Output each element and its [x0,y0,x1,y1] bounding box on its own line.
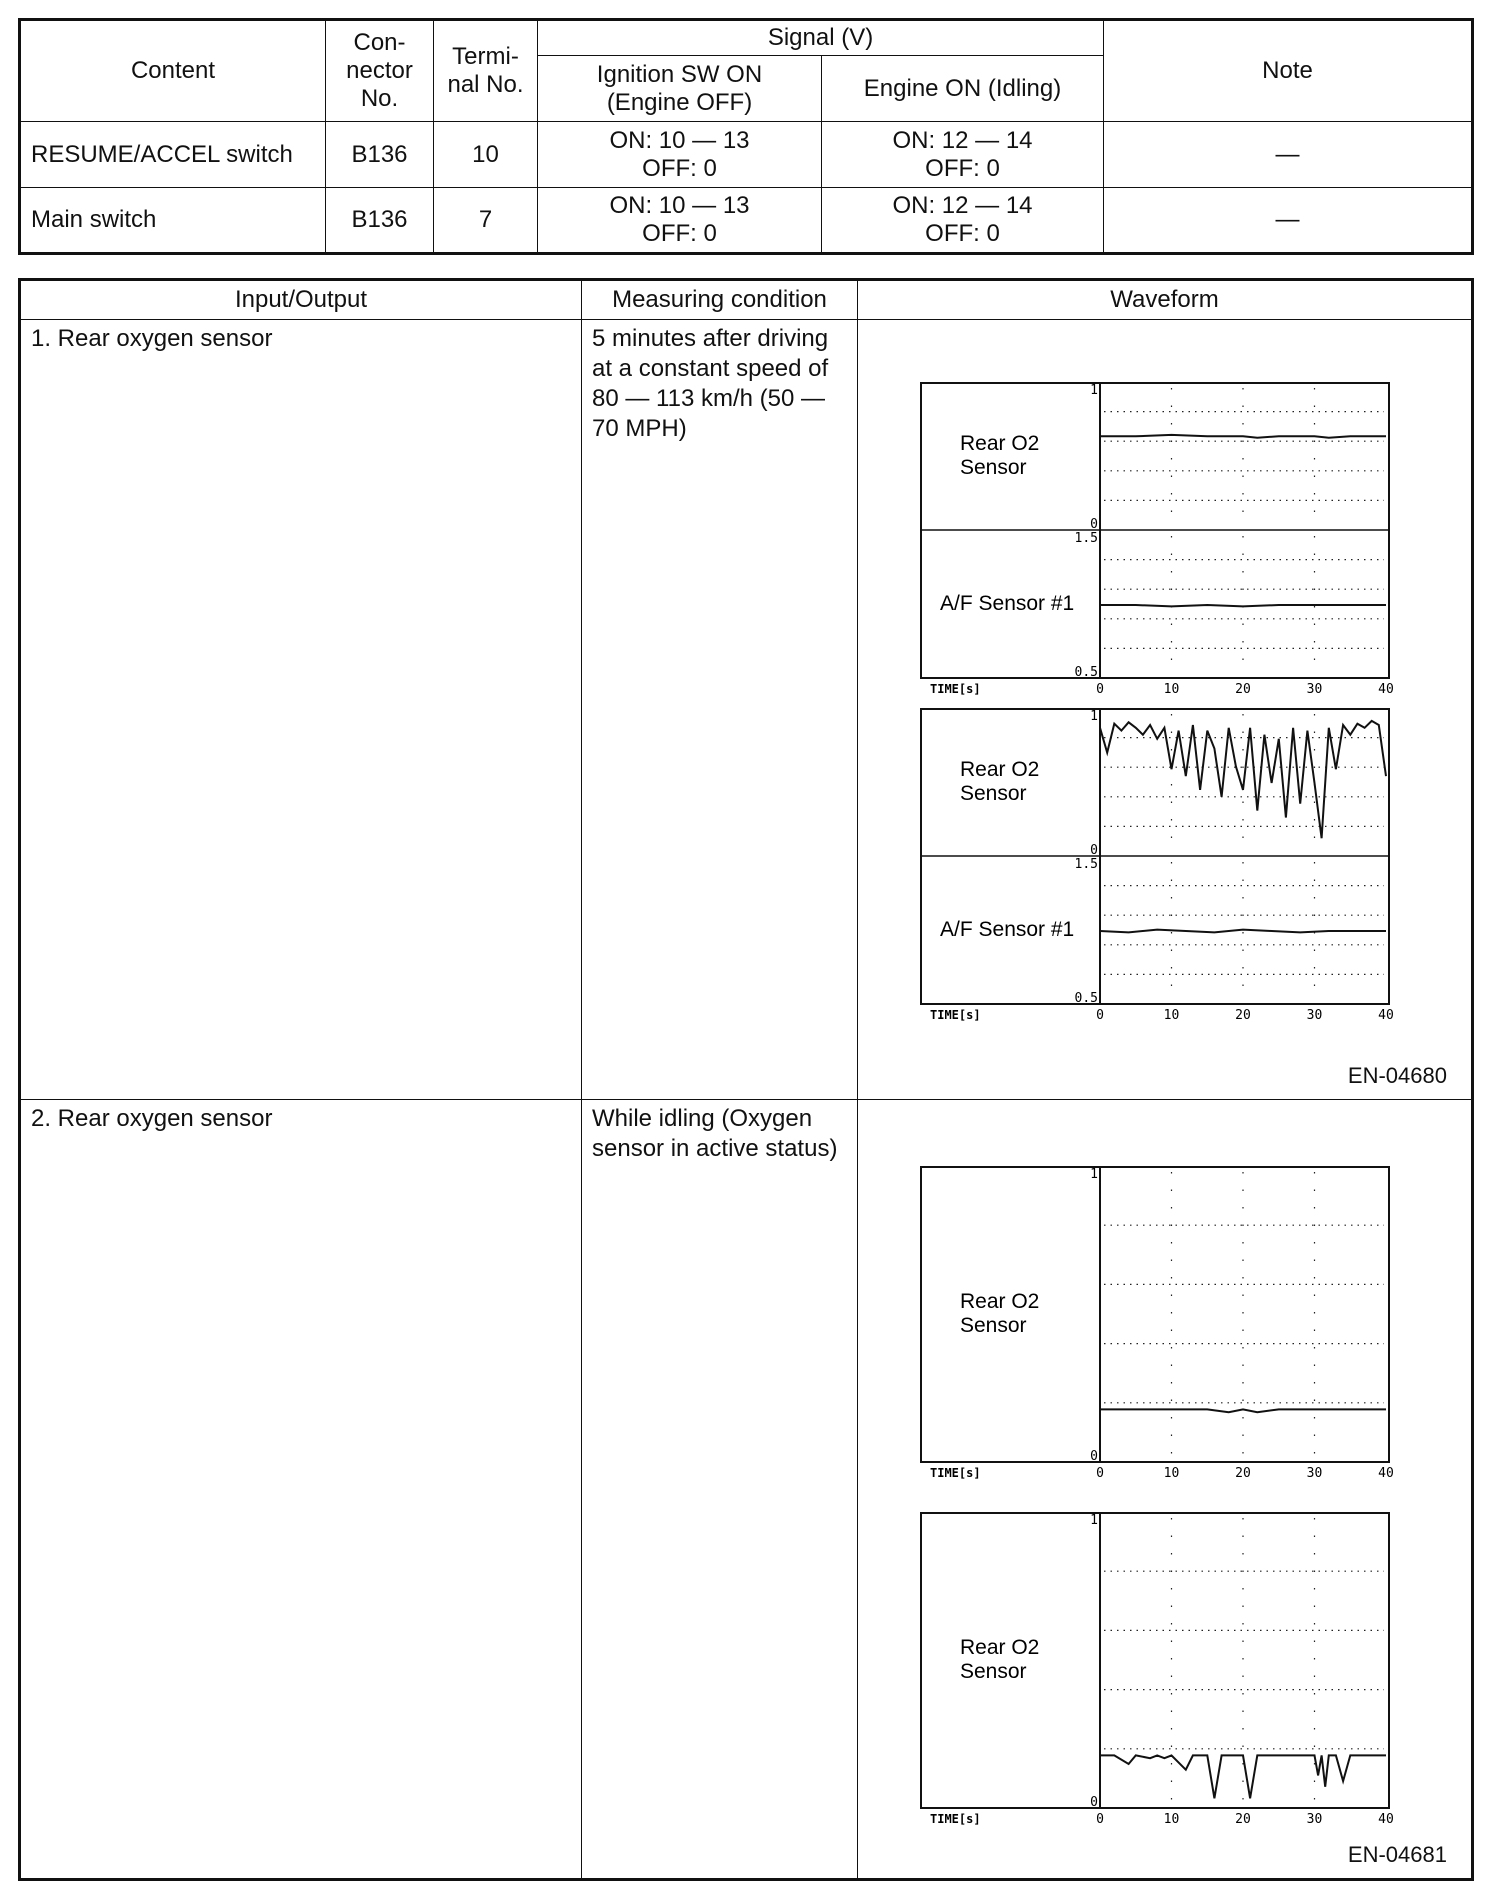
x-tick-label: 10 [1163,1466,1180,1481]
header-note: Note [1104,20,1473,122]
chart-idling-1 [920,1166,1394,1481]
header-ign-on: Ignition SW ON (Engine OFF) [538,56,822,122]
header-signal: Signal (V) [538,20,1104,56]
x-axis-label: TIME[s] [930,682,981,696]
x-tick-label: 20 [1235,1812,1251,1827]
cell-ign-on: ON: 10 — 13 OFF: 0 [538,188,822,254]
header-connector: Con- nector No. [326,20,434,122]
table-row [20,320,1473,1100]
x-tick-label: 40 [1378,1008,1394,1023]
x-tick-label: 20 [1235,1466,1251,1481]
header-waveform: Waveform [858,280,1473,320]
y-tick-label: 0 [1090,1795,1098,1810]
x-tick-label: 20 [1235,1008,1251,1023]
y-tick-label: 1 [1090,383,1098,398]
x-tick-label: 20 [1235,682,1251,697]
x-tick-label: 40 [1378,682,1394,697]
y-tick-label: 1 [1090,1167,1098,1182]
x-tick-label: 40 [1378,1466,1394,1481]
waveform-chart-svg [920,708,1394,1023]
panel-label: Rear O2 [960,758,1040,781]
chart-driving-1 [920,382,1394,697]
cell-waveform [858,320,1473,1100]
series-line [1100,721,1386,838]
cell-connector: B136 [326,122,434,188]
series-line [1100,605,1386,606]
panel-label: Rear O2 [960,1290,1040,1313]
chart-driving-2 [920,708,1394,1023]
y-tick-label: 0.5 [1074,665,1098,680]
header-condition: Measuring condition [582,280,858,320]
y-tick-label: 1.5 [1074,857,1098,872]
figure-id: EN-04681 [1347,1842,1447,1867]
panel-label: A/F Sensor #1 [940,592,1075,615]
y-tick-label: 1.5 [1074,531,1098,546]
cell-ign-on: ON: 10 — 13 OFF: 0 [538,122,822,188]
x-tick-label: 30 [1306,1008,1323,1023]
panel-label: Sensor [960,1314,1027,1337]
panel-label: Rear O2 [960,432,1040,455]
table-row [20,188,1473,254]
header-engine-on: Engine ON (Idling) [822,56,1104,122]
cell-condition: While idling (Oxygen sensor in active status) [582,1100,858,1880]
x-axis-label: TIME[s] [930,1008,981,1022]
waveform-chart-svg [920,1512,1394,1827]
cell-condition: 5 minutes after driving at a constant speed of 80 — 113 km/h (50 — 70 MPH) [582,320,858,1100]
signal-table [18,18,1474,255]
panel-label: Sensor [960,1660,1027,1683]
waveform-chart-svg [920,382,1394,697]
x-tick-label: 0 [1096,682,1104,697]
panel-label: Rear O2 [960,1636,1040,1659]
x-tick-label: 40 [1378,1812,1394,1827]
header-terminal: Termi- nal No. [434,20,538,122]
table-row [20,122,1473,188]
cell-content: RESUME/ACCEL switch [20,122,326,188]
series-line [1100,930,1386,933]
x-tick-label: 30 [1306,682,1323,697]
x-tick-label: 0 [1096,1008,1104,1023]
x-axis-label: TIME[s] [930,1466,981,1480]
x-tick-label: 0 [1096,1466,1104,1481]
cell-waveform [858,1100,1473,1880]
x-tick-label: 10 [1163,1812,1180,1827]
cell-terminal: 7 [434,188,538,254]
series-line [1100,435,1386,438]
table-row [20,1100,1473,1880]
figure-id: EN-04680 [1347,1063,1447,1088]
y-tick-label: 0 [1090,517,1098,532]
cell-connector: B136 [326,188,434,254]
panel-label: A/F Sensor #1 [940,918,1075,941]
waveform-table [18,278,1474,1881]
header-content: Content [20,20,326,122]
cell-terminal: 10 [434,122,538,188]
waveform-chart-svg [920,1166,1394,1481]
header-io: Input/Output [20,280,582,320]
panel-label: Sensor [960,456,1027,479]
x-tick-label: 30 [1306,1812,1323,1827]
x-axis-label: TIME[s] [930,1812,981,1826]
cell-io: 1. Rear oxygen sensor [20,320,582,1100]
x-tick-label: 10 [1163,1008,1180,1023]
y-tick-label: 0 [1090,843,1098,858]
cell-content: Main switch [20,188,326,254]
y-tick-label: 0.5 [1074,991,1098,1006]
y-tick-label: 1 [1090,1513,1098,1528]
x-tick-label: 10 [1163,682,1180,697]
cell-engine-on: ON: 12 — 14 OFF: 0 [822,122,1104,188]
cell-io: 2. Rear oxygen sensor [20,1100,582,1880]
cell-note: — [1104,188,1473,254]
x-tick-label: 0 [1096,1812,1104,1827]
x-tick-label: 30 [1306,1466,1323,1481]
series-line [1100,1409,1386,1412]
y-tick-label: 0 [1090,1449,1098,1464]
series-line [1100,1755,1386,1798]
y-tick-label: 1 [1090,709,1098,724]
panel-label: Sensor [960,782,1027,805]
cell-note: — [1104,122,1473,188]
chart-idling-2 [920,1512,1394,1827]
cell-engine-on: ON: 12 — 14 OFF: 0 [822,188,1104,254]
